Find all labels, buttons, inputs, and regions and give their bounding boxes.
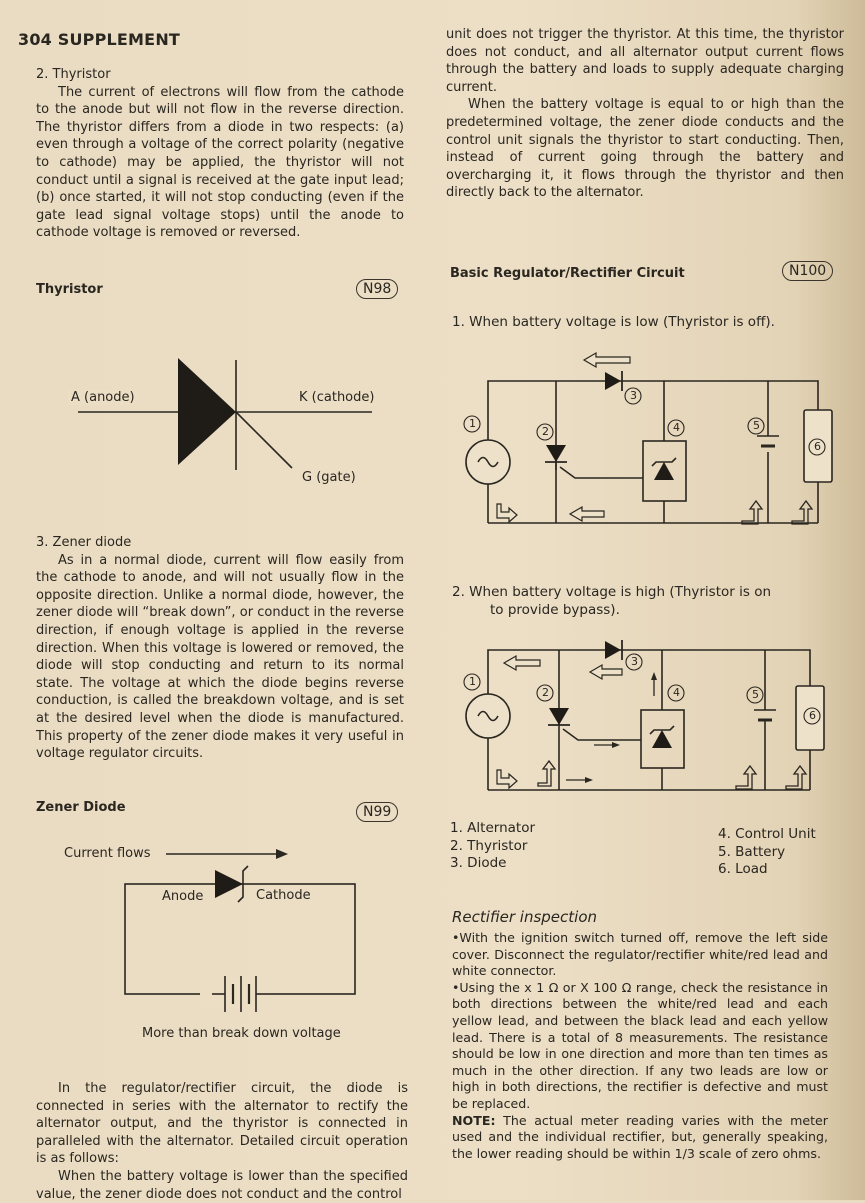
thyristor-cathode-label: K (cathode) (296, 390, 377, 405)
inspection-bullet-1: •With the ignition switch turned off, remove the left side cover. Disconnect the regulator/rectifier white/red lead and white connector. (452, 930, 828, 979)
legend-item-diode: 3. Diode (450, 855, 507, 871)
continued-paragraph-1: unit does not trigger the thyristor. At this time, the thyristor does not conduct, and all alternator output current flows through the battery and loads to supply adequate charging current. (446, 27, 844, 95)
legend-item-load: 6. Load (718, 861, 768, 877)
case2-caption-line2: to provide bypass). (490, 602, 620, 618)
note-text: The actual meter reading varies with the meter used and the individual rectifier, but, generally speaking, the lower reading should be within 1/3 scale of zero ohms. (452, 1112, 828, 1161)
rectifier-inspection-heading: Rectifier inspection (452, 908, 598, 926)
legend-item-battery: 5. Battery (718, 843, 786, 860)
zener-heading: 3. Zener diode (36, 535, 132, 550)
figure-title-zener: Zener Diode (36, 800, 126, 815)
c1-num-5: 5 (753, 419, 760, 432)
thyristor-heading: 2. Thyristor (36, 67, 111, 82)
current-flows-label: Current flows (64, 846, 151, 861)
c2-num-3: 3 (631, 655, 638, 668)
zener-anode-label: Anode (162, 889, 204, 904)
legend-right (718, 826, 816, 879)
thyristor-paragraph: The current of electrons will flow from the cathode to the anode but will not flow in the reverse direction. The thyristor differs from a diode in two respects: (a) even through a voltage of the correct polarity (negative to cathode) may be applied, the thyristor will not conduct until a signal is received at the gate input lead; (b) once started, it will not stop conducting (even if the gate lead signal voltage stops) until the anode to cathode voltage is removed or reversed. (36, 84, 404, 241)
c2-num-6: 6 (809, 709, 816, 722)
figure-title-regulator: Basic Regulator/Rectifier Circuit (450, 266, 685, 281)
c1-num-2: 2 (542, 425, 549, 438)
inspection-steps (452, 930, 828, 1162)
c2-num-1: 1 (469, 675, 476, 688)
circuit-paragraph-1: In the regulator/rectifier circuit, the diode is connected in series with the alternator to rectify the alternator output, and the thyristor is connected in paralleled with the alternator. Detailed circuit operation is as follows: (36, 1081, 408, 1167)
figure-code-n100: N100 (782, 261, 833, 281)
c2-num-2: 2 (542, 686, 549, 699)
zener-paragraph: As in a normal diode, current will flow easily from the cathode to anode, and will not usually flow in the opposite direction. Unlike a normal diode, however, the zener diode will “break down”, or conduct in the reverse direction, if enough voltage is applied in the reverse direction. When this voltage is lowered or removed, the diode will stop conducting and return to its normal state. The voltage at which the diode begins reverse conduction, is called the breakdown voltage, and is set at the desired level when the diode is manufactured. This property of the zener diode makes it very useful in voltage regulator circuits. (36, 552, 404, 762)
thyristor-gate-label: G (gate) (302, 470, 356, 485)
c1-num-3: 3 (630, 389, 637, 402)
thyristor-anode-label: A (anode) (68, 390, 138, 405)
c2-num-5: 5 (752, 688, 759, 701)
legend-item-control-unit: 4. Control Unit (718, 826, 816, 842)
case1-caption: 1. When battery voltage is low (Thyristor is off). (452, 314, 775, 330)
c1-num-4: 4 (673, 421, 680, 434)
continued-paragraph-2: When the battery voltage is equal to or high than the predetermined voltage, the zener diode conducts and the control unit signals the thyristor to start conducting. Then, instead of current going through the battery and overcharging it, it flows through the thyristor and then directly back to the alternator. (446, 97, 844, 201)
zener-cathode-label: Cathode (256, 888, 311, 903)
inspection-bullet-2: •Using the x 1 Ω or X 100 Ω range, check the resistance in both directions between the white/red lead and each yellow lead, and between the black lead and each yellow lead. There is a total of 8 measurements. The resistance should be low in one direction and more than ten times as much in the other direction. If any two leads are low or high in both directions, the rectifier is defective and must be replaced. (452, 979, 828, 1111)
circuit-paragraph-2: When the battery voltage is lower than the specified value, the zener diode does not conduct and the control (36, 1168, 408, 1202)
figure-title-thyristor: Thyristor (36, 282, 103, 297)
page-title: 304 SUPPLEMENT (18, 30, 181, 49)
legend-item-thyristor: 2. Thyristor (450, 837, 528, 854)
legend-left (450, 820, 535, 873)
case2-caption-line1: 2. When battery voltage is high (Thyristor is on (452, 584, 772, 600)
c1-num-6: 6 (814, 440, 821, 453)
zener-caption: More than break down voltage (142, 1026, 341, 1041)
c1-num-1: 1 (469, 417, 476, 430)
c2-num-4: 4 (673, 686, 680, 699)
figure-code-n99: N99 (356, 802, 398, 822)
figure-code-n98: N98 (356, 279, 398, 299)
legend-item-alternator: 1. Alternator (450, 820, 536, 836)
note-label: NOTE: (452, 1112, 496, 1128)
